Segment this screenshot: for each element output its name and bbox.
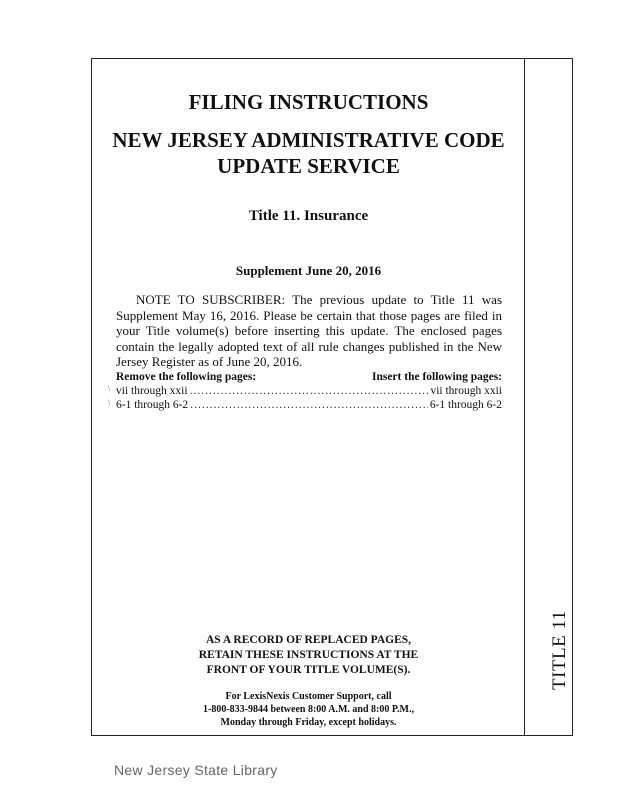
code-heading-line1: NEW JERSEY ADMINISTRATIVE CODE (112, 128, 505, 152)
dot-leader (190, 398, 428, 412)
code-heading-line2: UPDATE SERVICE (217, 154, 400, 178)
check-mark: \ (108, 398, 111, 407)
dot-leader (190, 384, 429, 398)
library-watermark: New Jersey State Library (114, 762, 278, 778)
record-line3: FRONT OF YOUR TITLE VOLUME(S). (206, 664, 411, 676)
check-mark: \ (108, 384, 111, 393)
title-name: Title 11. Insurance (248, 208, 369, 224)
supplement-date: Supplement June 20, 2016 (235, 263, 382, 278)
title-tab-label: TITLE 11 (549, 610, 570, 690)
tab-divider (524, 58, 525, 736)
code-heading (93, 127, 524, 179)
subscriber-note (116, 292, 502, 370)
table-row (116, 398, 502, 412)
pages-table (116, 370, 502, 412)
insert-pages: vii through xxii (430, 385, 502, 397)
remove-header: Remove the following pages: (116, 371, 257, 383)
remove-pages: vii through xxii (116, 385, 188, 397)
customer-support (93, 690, 524, 729)
support-line1: For LexisNexis Customer Support, call (225, 691, 392, 702)
record-line2: RETAIN THESE INSTRUCTIONS AT THE (198, 649, 419, 661)
support-line2: 1-800-833-9844 between 8:00 A.M. and 8:00 P.M., (202, 704, 414, 715)
remove-pages: 6-1 through 6-2 (116, 399, 189, 411)
pages-table-header (116, 370, 502, 384)
table-row (116, 384, 502, 398)
record-notice (93, 633, 524, 678)
insert-header: Insert the following pages: (371, 371, 502, 383)
filing-instructions-heading: FILING INSTRUCTIONS (188, 90, 429, 114)
record-line1: AS A RECORD OF REPLACED PAGES, (205, 634, 412, 646)
support-line3: Monday through Friday, except holidays. (220, 717, 397, 728)
subscriber-note-text: NOTE TO SUBSCRIBER: The previous update to Title 11 was Supplement May 16, 2016. Please be certain that those pages are filed in your Title volume(s) before inserting this update. The enclosed pages contain the legally adopted text of all rule changes published in the New Jersey Register as of June 20, 2016. (116, 292, 502, 369)
insert-pages: 6-1 through 6-2 (429, 399, 502, 411)
